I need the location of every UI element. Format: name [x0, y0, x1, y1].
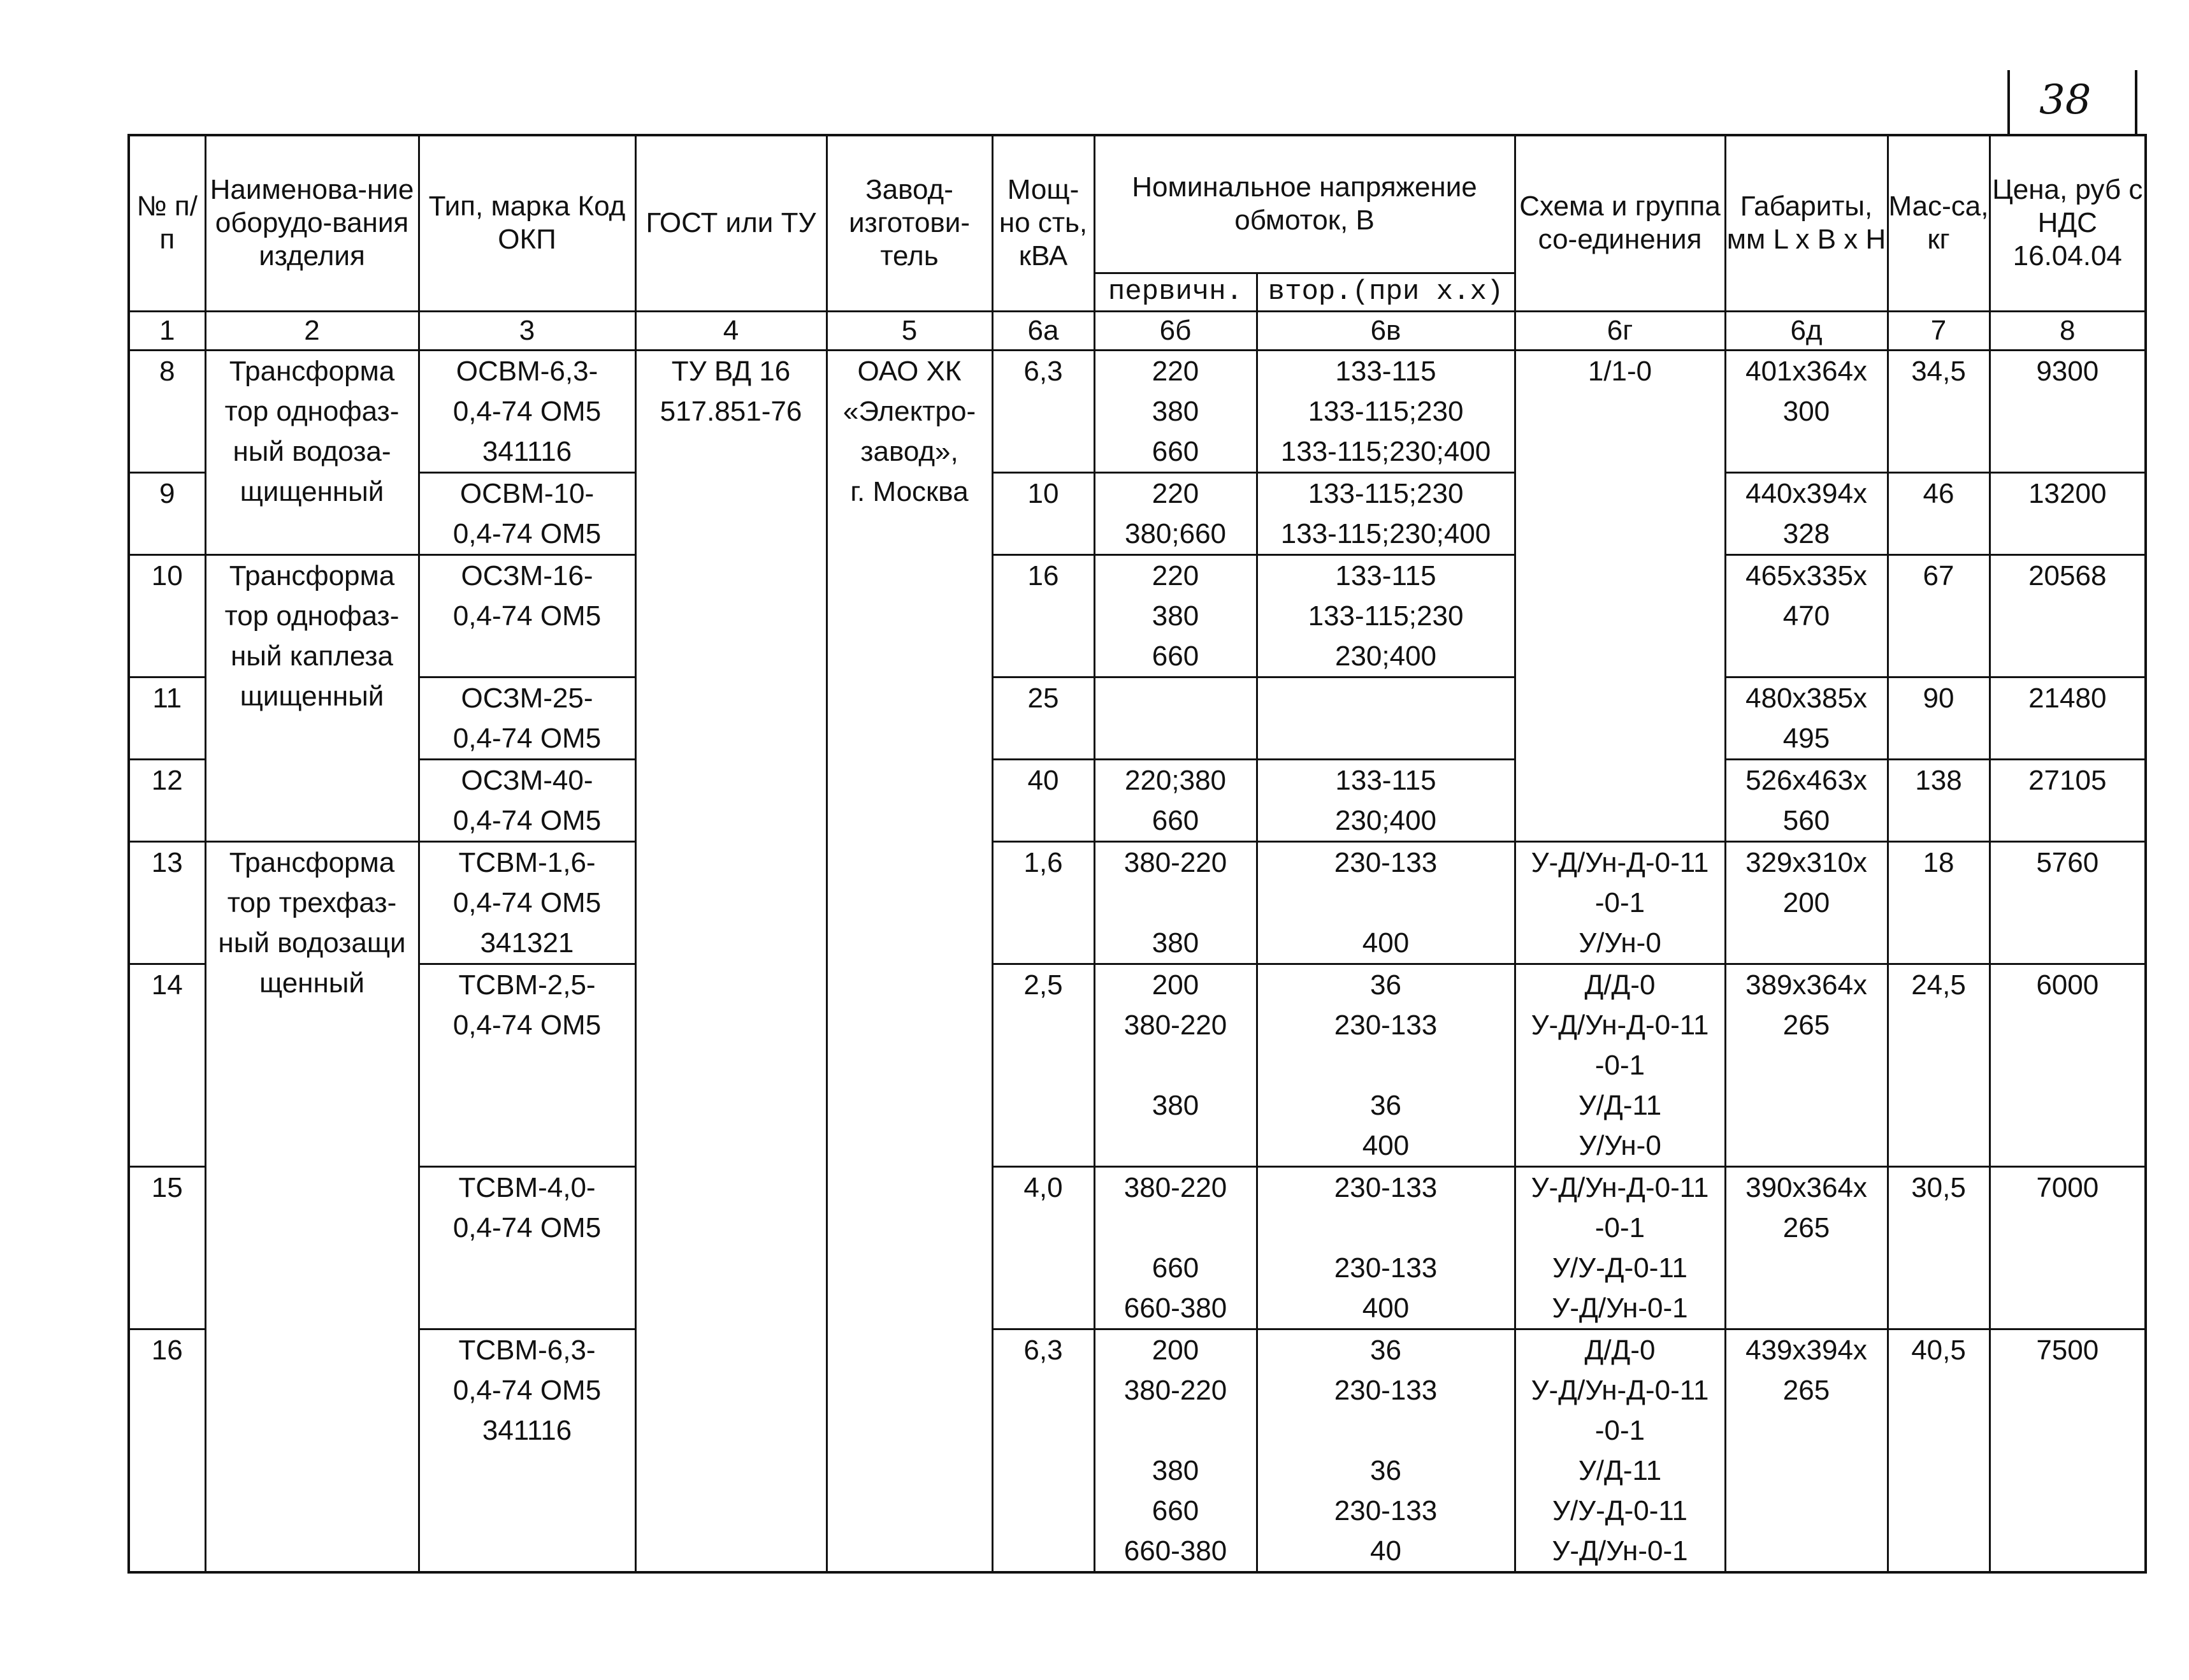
- cell-line: 200: [1152, 969, 1199, 1001]
- table-row: [129, 350, 2146, 472]
- table-row: [129, 1329, 2146, 1572]
- cell-line: 390x364x: [1745, 1171, 1867, 1203]
- cell-line: 21480: [2028, 682, 2107, 714]
- cell-line: 230-133: [1334, 1495, 1438, 1526]
- cell-line: 138: [1915, 764, 1962, 796]
- cell-line: 265: [1782, 1009, 1830, 1041]
- cell-secondary: [1257, 1166, 1515, 1329]
- cell-no: [129, 472, 205, 554]
- cell-line: 25: [1027, 682, 1059, 714]
- cell-line: ный водозащи: [218, 927, 406, 959]
- cell-line: 380: [1152, 395, 1199, 427]
- cell-type: [419, 677, 635, 759]
- cell-name: [205, 554, 419, 841]
- cell-line: 27105: [2028, 764, 2107, 796]
- cell-mass: [1888, 759, 1990, 841]
- cell-name: [205, 841, 419, 1572]
- table-row: [129, 554, 2146, 677]
- cell-line: 30,5: [1911, 1171, 1966, 1203]
- header-power: Мощ-но сть, кВА: [992, 135, 1094, 311]
- cell-line: 133-115: [1335, 560, 1436, 591]
- cell-line: У-Д/Ун-Д-0-11: [1531, 1171, 1709, 1203]
- cell-line: -0-1: [1594, 1212, 1645, 1243]
- cell-line: 230;400: [1334, 804, 1437, 836]
- cell-price: [1990, 964, 2146, 1166]
- cell-line: ОСВМ-10-: [459, 477, 595, 509]
- cell-gost: [635, 350, 827, 1572]
- cell-primary: [1094, 964, 1257, 1166]
- cell-type: [419, 964, 635, 1166]
- table-row: [129, 1166, 2146, 1329]
- cell-line: 220: [1152, 477, 1199, 509]
- cell-line: 265: [1782, 1212, 1830, 1243]
- cell-secondary: [1257, 964, 1515, 1166]
- cell-mass: [1888, 1166, 1990, 1329]
- cell-power: [992, 841, 1094, 964]
- cell-line: 12: [151, 764, 183, 796]
- cell-line: 265: [1782, 1374, 1830, 1406]
- table-row: [129, 677, 2146, 759]
- cell-line: 7000: [2036, 1171, 2099, 1203]
- cell-power: [992, 554, 1094, 677]
- cell-scheme: [1515, 841, 1725, 964]
- page-number: 38: [2039, 76, 2091, 124]
- cell-line: 341321: [480, 927, 574, 959]
- cell-line: 660-380: [1123, 1292, 1227, 1324]
- cell-line: 9300: [2036, 355, 2099, 387]
- cell-no: [129, 350, 205, 472]
- cell-line: ТСВМ-4,0-: [458, 1171, 596, 1203]
- cell-price: [1990, 554, 2146, 677]
- cell-line: ТСВМ-2,5-: [458, 969, 596, 1001]
- cell-line: 380-220: [1123, 1009, 1227, 1041]
- cell-secondary: [1257, 472, 1515, 554]
- cell-maker: [827, 350, 992, 1572]
- cell-line: 133-115: [1335, 764, 1436, 796]
- cell-mass: [1888, 1329, 1990, 1572]
- cell-power: [992, 1166, 1094, 1329]
- cell-line: 0,4-74 ОМ5: [452, 1009, 602, 1041]
- cell-line: ный водоза-: [233, 435, 391, 467]
- cell-no: [129, 759, 205, 841]
- cell-line: 6000: [2036, 969, 2099, 1001]
- cell-line: 380: [1152, 1454, 1199, 1486]
- column-number: 5: [827, 311, 992, 350]
- cell-line: У/У-Д-0-11: [1552, 1495, 1688, 1526]
- cell-line: 36: [1370, 1089, 1401, 1121]
- column-number: 4: [635, 311, 827, 350]
- cell-line: 389x364x: [1745, 969, 1867, 1001]
- cell-line: 40: [1370, 1535, 1401, 1567]
- cell-price: [1990, 677, 2146, 759]
- header-no: № п/п: [129, 135, 205, 311]
- cell-no: [129, 1329, 205, 1572]
- cell-dims: [1725, 964, 1888, 1166]
- cell-line: 329x310x: [1745, 846, 1867, 878]
- cell-line: 40: [1027, 764, 1059, 796]
- header-type: Тип, марка Код ОКП: [419, 135, 635, 311]
- cell-line: 0,4-74 ОМ5: [452, 804, 602, 836]
- cell-line: 15: [151, 1171, 183, 1203]
- cell-line: У-Д/Ун-0-1: [1552, 1535, 1688, 1567]
- cell-line: тор однофаз-: [224, 600, 400, 632]
- cell-line: 660: [1152, 640, 1199, 672]
- cell-line: 660: [1152, 1252, 1199, 1284]
- cell-line: 230-133: [1334, 846, 1438, 878]
- cell-primary: [1094, 759, 1257, 841]
- cell-line: 13200: [2028, 477, 2107, 509]
- cell-type: [419, 1166, 635, 1329]
- header-voltage: Номинальное напряжение обмоток, В: [1094, 135, 1515, 273]
- table-row: [129, 472, 2146, 554]
- cell-line: 14: [151, 969, 183, 1001]
- cell-line: -0-1: [1594, 1049, 1645, 1081]
- cell-dims: [1725, 472, 1888, 554]
- cell-line: 380: [1152, 1089, 1199, 1121]
- cell-line: 20568: [2028, 560, 2107, 591]
- header-price: Цена, руб с НДС 16.04.04: [1990, 135, 2146, 311]
- cell-line: 16: [151, 1334, 183, 1366]
- cell-line: 465x335x: [1745, 560, 1867, 591]
- cell-line: 5760: [2036, 846, 2099, 878]
- cell-line: 6,3: [1023, 355, 1063, 387]
- cell-line: 0,4-74 ОМ5: [452, 600, 602, 632]
- cell-primary: [1094, 1329, 1257, 1572]
- cell-line: 560: [1782, 804, 1830, 836]
- cell-line: [1095, 1208, 1256, 1248]
- cell-line: [1095, 1126, 1256, 1166]
- cell-line: 10: [151, 560, 183, 591]
- cell-line: 200: [1152, 1334, 1199, 1366]
- cell-mass: [1888, 677, 1990, 759]
- cell-line: 660: [1152, 1495, 1199, 1526]
- cell-line: 341116: [482, 435, 572, 467]
- cell-line: [1258, 1208, 1514, 1248]
- cell-line: 0,4-74 ОМ5: [452, 1212, 602, 1243]
- cell-line: 328: [1782, 518, 1830, 549]
- cell-primary: [1094, 554, 1257, 677]
- cell-line: 2,5: [1023, 969, 1063, 1001]
- column-number: 6а: [992, 311, 1094, 350]
- cell-line: 16: [1027, 560, 1059, 591]
- cell-type: [419, 472, 635, 554]
- cell-line: 133-115;230;400: [1280, 435, 1491, 467]
- column-number: 6б: [1094, 311, 1257, 350]
- cell-line: 36: [1370, 969, 1401, 1001]
- cell-line: ОСЗМ-16-: [461, 560, 593, 591]
- cell-line: [1095, 1045, 1256, 1085]
- header-row: [129, 135, 2146, 273]
- cell-line: щенный: [259, 967, 365, 999]
- cell-line: 0,4-74 ОМ5: [452, 887, 602, 918]
- cell-no: [129, 554, 205, 677]
- page-corner-line-left: [2007, 70, 2010, 134]
- cell-line: 230-133: [1334, 1009, 1438, 1041]
- cell-secondary: [1257, 841, 1515, 964]
- cell-line: 230-133: [1334, 1252, 1438, 1284]
- cell-line: 660: [1152, 804, 1199, 836]
- cell-line: У/Д-11: [1578, 1089, 1662, 1121]
- cell-dims: [1725, 759, 1888, 841]
- cell-line: Д/Д-0: [1584, 969, 1656, 1001]
- cell-no: [129, 841, 205, 964]
- cell-line: Трансформа: [229, 560, 395, 591]
- cell-line: ОСЗМ-40-: [461, 764, 593, 796]
- cell-line: [1258, 1410, 1514, 1451]
- table-row: [129, 841, 2146, 964]
- cell-line: 300: [1782, 395, 1830, 427]
- cell-line: 6,3: [1023, 1334, 1063, 1366]
- cell-secondary: [1257, 677, 1515, 759]
- cell-line: 380: [1152, 600, 1199, 632]
- cell-scheme: [1515, 350, 1725, 841]
- column-numbers-row: [129, 311, 2146, 350]
- cell-line: -0-1: [1594, 1414, 1645, 1446]
- cell-line: ный каплеза: [230, 640, 394, 672]
- cell-line: У-Д/Ун-Д-0-11: [1531, 846, 1709, 878]
- column-number: 6д: [1725, 311, 1888, 350]
- cell-line: У/У-Д-0-11: [1552, 1252, 1688, 1284]
- cell-type: [419, 759, 635, 841]
- cell-primary: [1094, 472, 1257, 554]
- column-number: 7: [1888, 311, 1990, 350]
- cell-line: 220;380: [1124, 764, 1227, 796]
- cell-secondary: [1257, 350, 1515, 472]
- column-number: 1: [129, 311, 205, 350]
- cell-line: 10: [1027, 477, 1059, 509]
- cell-line: ОСЗМ-25-: [461, 682, 593, 714]
- cell-line: У/Д-11: [1578, 1454, 1662, 1486]
- cell-line: 230;400: [1334, 640, 1437, 672]
- cell-line: 380;660: [1124, 518, 1227, 549]
- cell-dims: [1725, 677, 1888, 759]
- cell-line: 40,5: [1911, 1334, 1966, 1366]
- equipment-table: [127, 134, 2147, 1574]
- cell-line: щищенный: [240, 680, 384, 712]
- cell-secondary: [1257, 759, 1515, 841]
- cell-line: 1/1-0: [1587, 355, 1652, 387]
- cell-no: [129, 1166, 205, 1329]
- table-row: [129, 964, 2146, 1166]
- cell-line: 8: [159, 355, 175, 387]
- cell-line: тор трехфаз-: [227, 887, 397, 918]
- cell-line: 230-133: [1334, 1171, 1438, 1203]
- cell-line: 7500: [2036, 1334, 2099, 1366]
- header-dims: Габариты, мм L x B x H: [1725, 135, 1888, 311]
- cell-line: завод»,: [860, 435, 958, 467]
- cell-power: [992, 964, 1094, 1166]
- cell-line: щищенный: [240, 475, 384, 507]
- cell-line: 0,4-74 ОМ5: [452, 1374, 602, 1406]
- cell-line: 18: [1923, 846, 1954, 878]
- cell-scheme: [1515, 964, 1725, 1166]
- cell-line: 133-115: [1335, 355, 1436, 387]
- cell-mass: [1888, 350, 1990, 472]
- cell-scheme: [1515, 1329, 1725, 1572]
- column-number: 2: [205, 311, 419, 350]
- cell-primary: [1094, 841, 1257, 964]
- cell-line: У-Д/Ун-0-1: [1552, 1292, 1688, 1324]
- table-body: [129, 350, 2146, 1572]
- cell-line: 11: [152, 682, 182, 714]
- cell-type: [419, 554, 635, 677]
- cell-line: 0,4-74 ОМ5: [452, 722, 602, 754]
- cell-line: [1095, 1410, 1256, 1451]
- cell-line: 133-115;230;400: [1280, 518, 1491, 549]
- cell-dims: [1725, 554, 1888, 677]
- table-row: [129, 759, 2146, 841]
- column-number: 6г: [1515, 311, 1725, 350]
- cell-secondary: [1257, 1329, 1515, 1572]
- cell-line: 526x463x: [1745, 764, 1867, 796]
- cell-line: 24,5: [1911, 969, 1966, 1001]
- cell-line: «Электро-: [842, 395, 976, 427]
- cell-mass: [1888, 964, 1990, 1166]
- cell-no: [129, 964, 205, 1166]
- cell-line: [1095, 883, 1256, 923]
- cell-dims: [1725, 1329, 1888, 1572]
- cell-line: 34,5: [1911, 355, 1966, 387]
- cell-line: 400: [1362, 1129, 1410, 1161]
- cell-line: ОСВМ-6,3-: [456, 355, 598, 387]
- column-number: 6в: [1257, 311, 1515, 350]
- cell-line: [1258, 883, 1514, 923]
- cell-dims: [1725, 350, 1888, 472]
- cell-dims: [1725, 1166, 1888, 1329]
- cell-mass: [1888, 472, 1990, 554]
- cell-line: У-Д/Ун-Д-0-11: [1531, 1374, 1709, 1406]
- cell-line: ТСВМ-1,6-: [458, 846, 596, 878]
- cell-line: 4,0: [1023, 1171, 1063, 1203]
- cell-power: [992, 1329, 1094, 1572]
- cell-line: ТСВМ-6,3-: [458, 1334, 596, 1366]
- cell-type: [419, 1329, 635, 1572]
- cell-line: ТУ ВД 16: [671, 355, 791, 387]
- cell-line: 401x364x: [1745, 355, 1867, 387]
- cell-line: ОАО ХК: [857, 355, 962, 387]
- cell-line: 0,4-74 ОМ5: [452, 395, 602, 427]
- cell-line: 400: [1362, 927, 1410, 959]
- cell-line: У-Д/Ун-Д-0-11: [1531, 1009, 1709, 1041]
- cell-line: 36: [1370, 1334, 1401, 1366]
- cell-line: Трансформа: [229, 846, 395, 878]
- header-scheme: Схема и группа со-единения: [1515, 135, 1725, 311]
- cell-line: 220: [1152, 355, 1199, 387]
- cell-line: 439x394x: [1745, 1334, 1867, 1366]
- cell-secondary: [1257, 554, 1515, 677]
- header-voltage-secondary: втор.(при х.х): [1257, 273, 1515, 311]
- cell-no: [129, 677, 205, 759]
- cell-line: Д/Д-0: [1584, 1334, 1656, 1366]
- cell-line: Трансформа: [229, 355, 395, 387]
- cell-price: [1990, 472, 2146, 554]
- cell-line: тор однофаз-: [224, 395, 400, 427]
- cell-primary: [1094, 1166, 1257, 1329]
- page-corner-line-right: [2135, 70, 2137, 134]
- cell-line: 380-220: [1123, 1374, 1227, 1406]
- cell-price: [1990, 1166, 2146, 1329]
- cell-line: 133-115;230: [1308, 395, 1464, 427]
- cell-line: У/Ун-0: [1579, 1129, 1661, 1161]
- cell-line: 67: [1923, 560, 1954, 591]
- header-gost: ГОСТ или ТУ: [635, 135, 827, 311]
- cell-power: [992, 350, 1094, 472]
- cell-scheme: [1515, 1166, 1725, 1329]
- cell-type: [419, 841, 635, 964]
- cell-line: 470: [1782, 600, 1830, 632]
- cell-line: 200: [1782, 887, 1830, 918]
- cell-line: 660-380: [1123, 1535, 1227, 1567]
- cell-dims: [1725, 841, 1888, 964]
- cell-price: [1990, 759, 2146, 841]
- cell-power: [992, 472, 1094, 554]
- cell-price: [1990, 841, 2146, 964]
- cell-line: 480x385x: [1745, 682, 1867, 714]
- cell-line: 517.851-76: [660, 395, 802, 427]
- cell-line: 230-133: [1334, 1374, 1438, 1406]
- cell-line: 341116: [482, 1414, 572, 1446]
- cell-line: 660: [1152, 435, 1199, 467]
- cell-line: 0,4-74 ОМ5: [452, 518, 602, 549]
- header-voltage-primary: первичн.: [1094, 273, 1257, 311]
- cell-price: [1990, 350, 2146, 472]
- cell-line: 440x394x: [1745, 477, 1867, 509]
- cell-mass: [1888, 841, 1990, 964]
- cell-line: [1258, 1045, 1514, 1085]
- column-number: 8: [1990, 311, 2146, 350]
- cell-line: 220: [1152, 560, 1199, 591]
- cell-line: 90: [1923, 682, 1954, 714]
- cell-line: 380: [1152, 927, 1199, 959]
- cell-line: 13: [151, 846, 183, 878]
- header-name: Наименова-ние оборудо-вания изделия: [205, 135, 419, 311]
- cell-price: [1990, 1329, 2146, 1572]
- cell-line: 1,6: [1023, 846, 1063, 878]
- cell-line: 36: [1370, 1454, 1401, 1486]
- cell-primary: [1094, 350, 1257, 472]
- cell-line: 400: [1362, 1292, 1410, 1324]
- cell-mass: [1888, 554, 1990, 677]
- cell-line: 9: [159, 477, 175, 509]
- cell-line: 380-220: [1123, 1171, 1227, 1203]
- cell-line: 380-220: [1123, 846, 1227, 878]
- cell-type: [419, 350, 635, 472]
- cell-line: 133-115;230: [1308, 477, 1464, 509]
- cell-power: [992, 677, 1094, 759]
- cell-name: [205, 350, 419, 554]
- cell-line: г. Москва: [850, 475, 969, 507]
- cell-line: -0-1: [1594, 887, 1645, 918]
- header-mass: Мас-са, кг: [1888, 135, 1990, 311]
- cell-line: У/Ун-0: [1579, 927, 1661, 959]
- cell-power: [992, 759, 1094, 841]
- cell-primary: [1094, 677, 1257, 759]
- column-number: 3: [419, 311, 635, 350]
- cell-line: 133-115;230: [1308, 600, 1464, 632]
- cell-line: 46: [1923, 477, 1954, 509]
- header-maker: Завод-изготови-тель: [827, 135, 992, 311]
- cell-line: 495: [1782, 722, 1830, 754]
